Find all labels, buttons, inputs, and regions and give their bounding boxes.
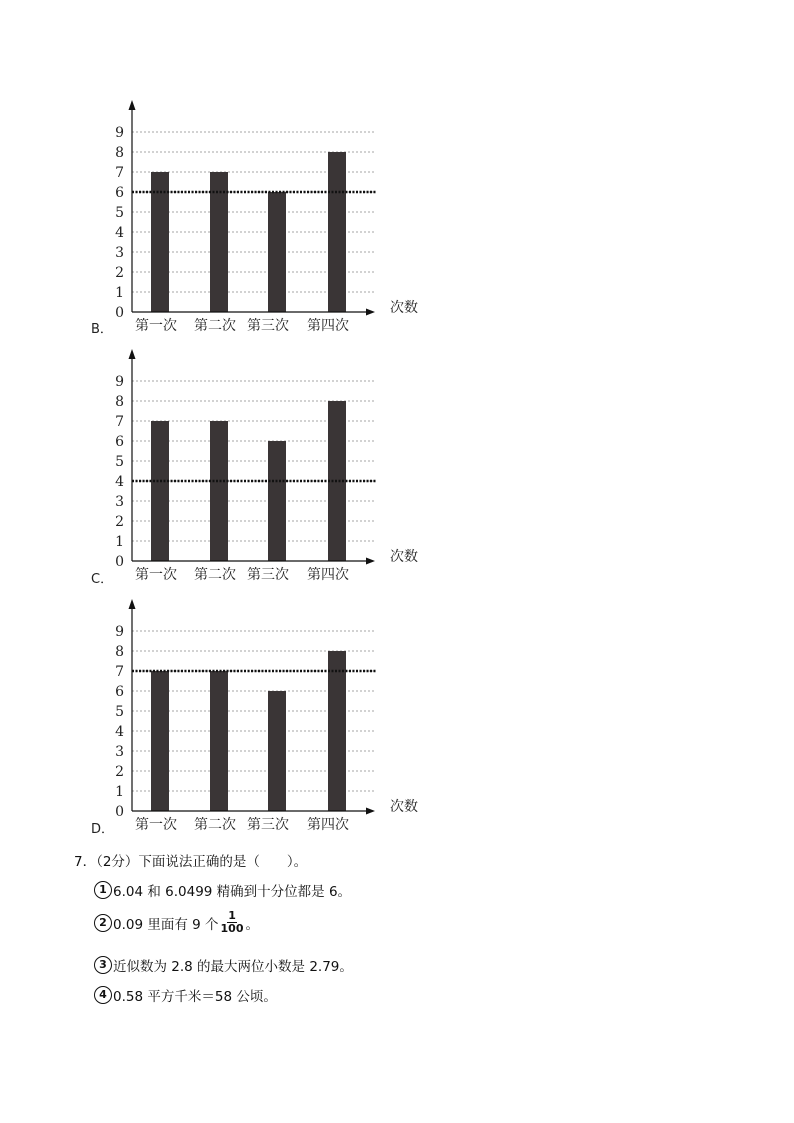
y-tick-label: 2	[115, 514, 124, 530]
x-category-label: 第一次	[135, 567, 177, 583]
x-axis-arrow	[366, 309, 375, 316]
y-tick-label: 4	[115, 225, 124, 241]
x-category-label: 第三次	[247, 817, 289, 833]
y-tick-label: 7	[115, 165, 124, 181]
bar-4	[328, 152, 346, 312]
x-category-label: 第二次	[194, 567, 236, 583]
x-category-label: 第三次	[247, 318, 289, 334]
y-axis-arrow	[129, 100, 136, 110]
y-axis-arrow	[129, 599, 136, 609]
y-tick-label: 8	[115, 394, 124, 410]
option-c-label: C．	[91, 572, 114, 587]
statement-1-text: 6.04 和 6.0499 精确到十分位都是 6。	[113, 884, 352, 900]
bar-1	[151, 421, 169, 561]
y-tick-label: 2	[115, 764, 124, 780]
y-tick-label: 5	[115, 704, 124, 720]
bar-4	[328, 651, 346, 811]
bar-3	[268, 192, 286, 312]
y-tick-label: 3	[115, 245, 124, 261]
bar-3	[268, 441, 286, 561]
x-category-label: 第四次	[307, 318, 349, 334]
y-tick-label: 8	[115, 644, 124, 660]
y-tick-label: 5	[115, 454, 124, 470]
circled-number-1: 1	[94, 881, 112, 899]
y-tick-label: 1	[115, 534, 124, 550]
y-tick-label: 3	[115, 494, 124, 510]
option-b-label: B．	[91, 322, 113, 337]
statement-2-text-before: 0.09 里面有 9 个	[113, 916, 219, 933]
bar-1	[151, 671, 169, 811]
y-tick-label: 1	[115, 784, 124, 800]
option-d-label: D．	[91, 822, 115, 837]
fraction-one-hundredth	[221, 910, 244, 935]
circled-number-2: 2	[94, 914, 112, 932]
y-tick-label: 4	[115, 724, 124, 740]
x-axis-title: 次数	[390, 300, 418, 316]
y-tick-label: 0	[115, 804, 124, 820]
x-category-label: 第一次	[135, 318, 177, 334]
bar-chart-d	[80, 597, 440, 837]
question-7-title: 7．（2分）下面说法正确的是（ ）。	[74, 854, 308, 870]
bar-2	[210, 671, 228, 811]
x-axis-arrow	[366, 558, 375, 565]
y-tick-label: 8	[115, 145, 124, 161]
y-tick-label: 0	[115, 305, 124, 321]
x-category-label: 第一次	[135, 817, 177, 833]
x-axis-title: 次数	[390, 799, 418, 815]
circled-number-3: 3	[94, 956, 112, 974]
bar-3	[268, 691, 286, 811]
y-tick-label: 6	[115, 434, 124, 450]
chart-option-c	[80, 347, 440, 587]
bar-chart-c	[80, 347, 440, 587]
y-tick-label: 6	[115, 185, 124, 201]
statement-3-text: 近似数为 2.8 的最大两位小数是 2.79。	[113, 959, 353, 975]
circled-number-4: 4	[94, 986, 112, 1004]
y-tick-label: 0	[115, 554, 124, 570]
y-tick-label: 9	[115, 374, 124, 390]
y-tick-label: 7	[115, 664, 124, 680]
statement-4	[94, 985, 277, 1005]
statement-2	[94, 910, 259, 935]
x-category-label: 第二次	[194, 817, 236, 833]
chart-option-b	[80, 98, 440, 338]
y-tick-label: 7	[115, 414, 124, 430]
statement-2-text-after: 。	[245, 916, 259, 933]
x-category-label: 第四次	[307, 817, 349, 833]
x-category-label: 第三次	[247, 567, 289, 583]
statement-3	[94, 955, 353, 975]
y-tick-label: 5	[115, 205, 124, 221]
y-tick-label: 6	[115, 684, 124, 700]
y-tick-label: 4	[115, 474, 124, 490]
x-axis-title: 次数	[390, 549, 418, 565]
statement-1	[94, 880, 351, 900]
y-tick-label: 9	[115, 125, 124, 141]
y-tick-label: 1	[115, 285, 124, 301]
fraction-numerator: 1	[228, 909, 236, 922]
bar-2	[210, 421, 228, 561]
statement-4-text: 0.58 平方千米＝58 公顷。	[113, 989, 277, 1005]
y-tick-label: 9	[115, 624, 124, 640]
x-axis-arrow	[366, 808, 375, 815]
y-tick-label: 3	[115, 744, 124, 760]
x-category-label: 第二次	[194, 318, 236, 334]
bar-chart-b	[80, 98, 440, 338]
chart-option-d	[80, 597, 440, 837]
fraction-denominator: 100	[220, 922, 244, 936]
y-tick-label: 2	[115, 265, 124, 281]
y-axis-arrow	[129, 349, 136, 359]
x-category-label: 第四次	[307, 567, 349, 583]
